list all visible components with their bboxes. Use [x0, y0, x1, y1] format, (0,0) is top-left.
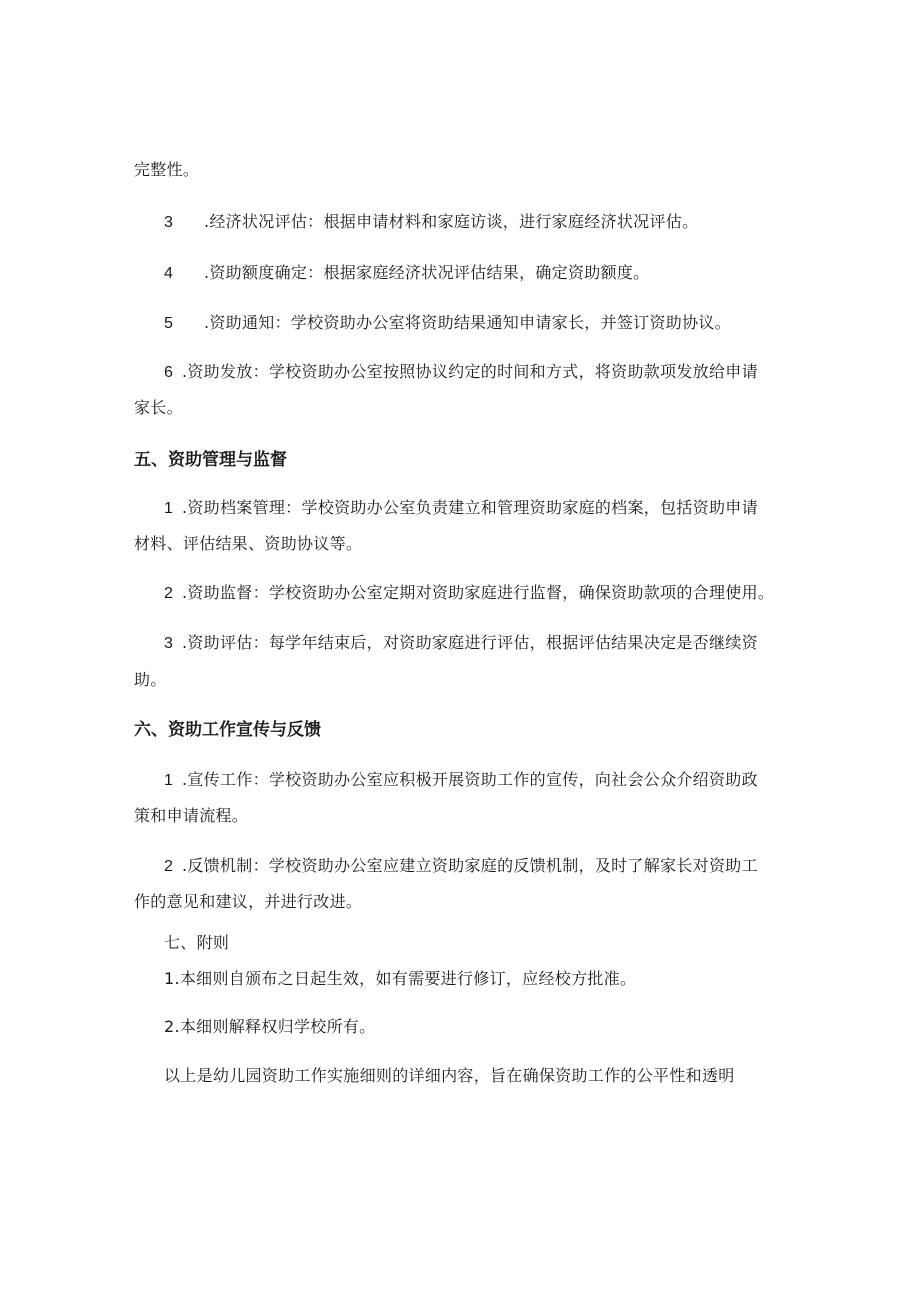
list-text: .资助发放：学校资助办公室按照协议约定的时间和方式，将资助款项发放给申请 [182, 362, 758, 381]
heading-text: 七、附则 [164, 933, 230, 952]
list-text: .资助档案管理：学校资助办公室负责建立和管理资助家庭的档案，包括资助申请 [182, 498, 758, 517]
list-number: 1 [164, 772, 174, 789]
list-text: 家长。 [134, 398, 183, 417]
list-text: .资助评估：每学年结束后，对资助家庭进行评估，根据评估结果决定是否继续资 [182, 633, 758, 652]
list-item [164, 212, 698, 233]
list-item [164, 362, 758, 383]
list-text: .资助通知：学校资助办公室将资助结果通知申请家长，并签订资助协议。 [204, 313, 731, 332]
list-number: 3 [164, 214, 174, 231]
list-text: 作的意见和建议，并进行改进。 [134, 892, 363, 911]
paragraph-continuation [134, 160, 199, 180]
list-number: 6 [164, 364, 174, 381]
section-heading-plain [164, 933, 229, 953]
list-text: 2.本细则解释权归学校所有。 [164, 1017, 376, 1036]
list-item-continuation [134, 892, 362, 912]
list-number: 3 [164, 635, 174, 652]
list-item [164, 856, 758, 877]
list-text: .资助额度确定：根据家庭经济状况评估结果，确定资助额度。 [204, 263, 650, 282]
list-text: .反馈机制：学校资助办公室应建立资助家庭的反馈机制，及时了解家长对资助工 [182, 856, 758, 875]
list-item [164, 633, 758, 654]
list-text: .宣传工作：学校资助办公室应积极开展资助工作的宣传，向社会公众介绍资助政 [182, 770, 758, 789]
list-item [164, 498, 758, 519]
list-number: 4 [164, 265, 174, 282]
paragraph-text: 以上是幼儿园资助工作实施细则的详细内容，旨在确保资助工作的公平性和透明 [164, 1066, 735, 1085]
list-item-continuation [134, 534, 362, 554]
list-item-continuation [134, 398, 183, 418]
list-item-continuation [134, 670, 167, 690]
list-text: 材料、评估结果、资助协议等。 [134, 534, 363, 553]
list-number: 2 [164, 858, 174, 875]
list-item [164, 263, 650, 284]
list-item [164, 1017, 375, 1037]
list-text: .资助监督：学校资助办公室定期对资助家庭进行监督，确保资助款项的合理使用。 [182, 583, 775, 602]
paragraph-text: 完整性。 [134, 160, 200, 179]
list-number: 5 [164, 315, 174, 332]
list-number: 2 [164, 585, 174, 602]
closing-paragraph [164, 1066, 735, 1086]
list-text: 策和申请流程。 [134, 806, 249, 825]
list-item [164, 583, 774, 604]
list-number: 1 [164, 500, 174, 517]
heading-text: 五、资助管理与监督 [134, 450, 287, 470]
list-item [164, 969, 636, 989]
list-item-continuation [134, 806, 248, 826]
heading-text: 六、资助工作宣传与反馈 [134, 720, 321, 740]
list-text: 助。 [134, 670, 167, 689]
list-item [164, 313, 731, 334]
section-heading [134, 449, 287, 471]
list-text: 1.本细则自颁布之日起生效，如有需要进行修订，应经校方批准。 [164, 969, 637, 988]
list-text: .经济状况评估：根据申请材料和家庭访谈，进行家庭经济状况评估。 [204, 212, 699, 231]
section-heading [134, 719, 321, 741]
list-item [164, 770, 758, 791]
